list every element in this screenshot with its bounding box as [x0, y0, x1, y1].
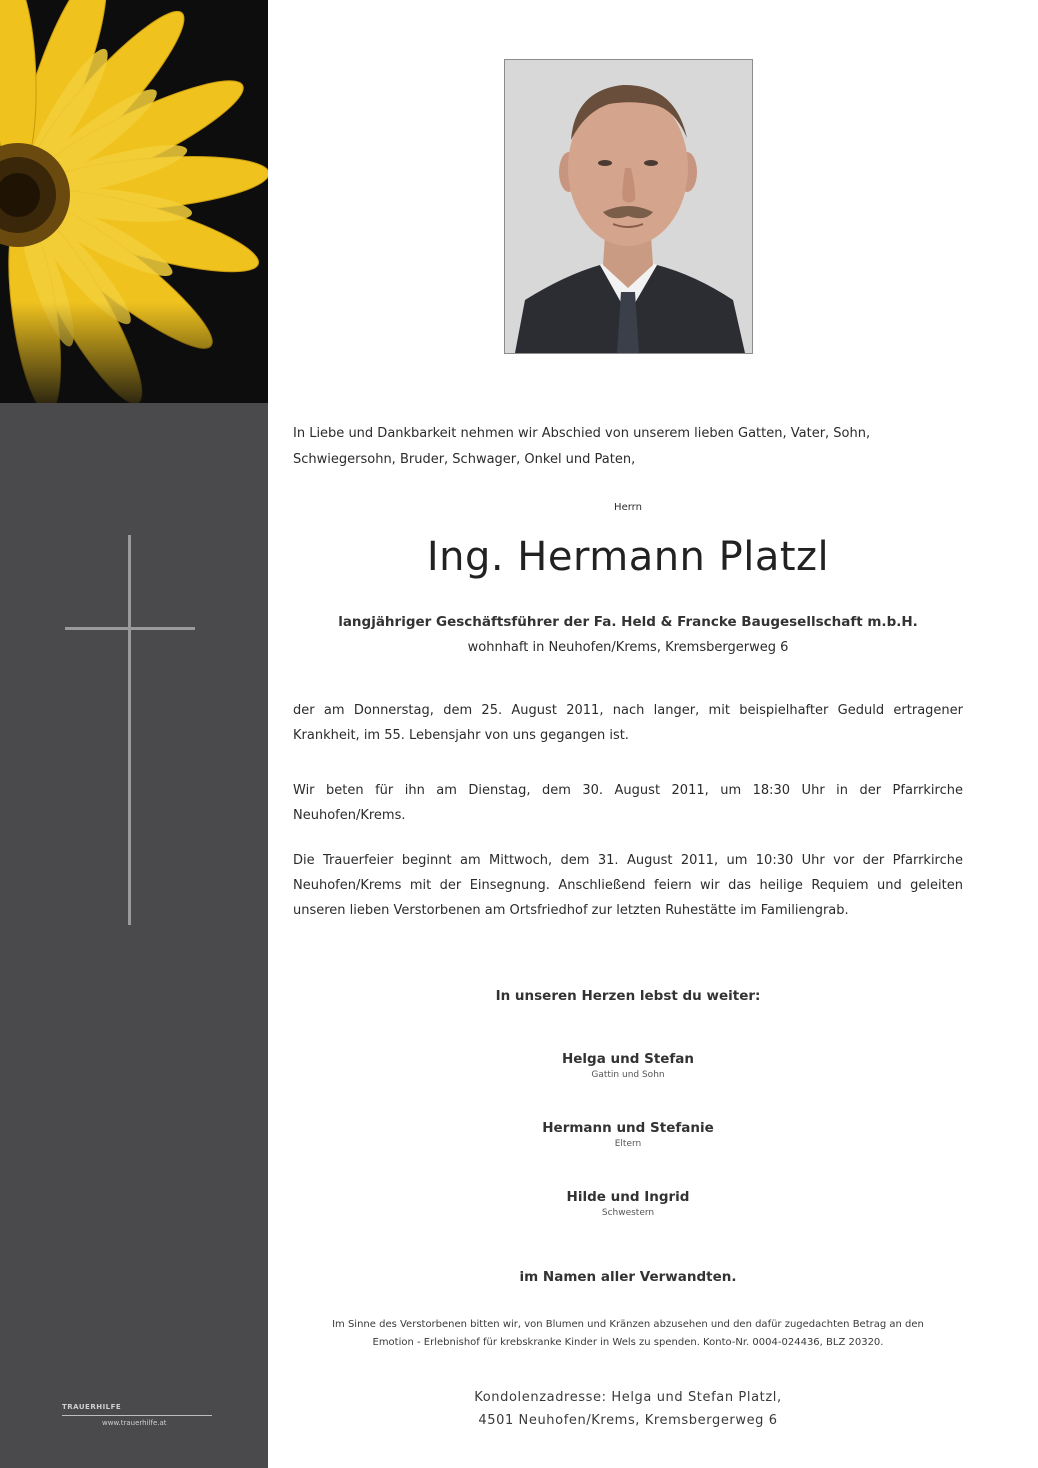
- deceased-name: Ing. Hermann Platzl: [426, 534, 830, 580]
- mourner-relation: Eltern: [614, 1139, 642, 1149]
- motto: In unseren Herzen lebst du weiter:: [495, 988, 761, 1004]
- sidebar: [0, 0, 268, 1468]
- mourner-name: Hermann und Stefanie: [542, 1120, 714, 1136]
- mourner-entry: [293, 1187, 963, 1219]
- mourner-name: Hilde und Ingrid: [566, 1189, 690, 1205]
- trauerhilfe-logo: [62, 1403, 222, 1439]
- mourner-entry: [293, 1118, 963, 1150]
- donation-request: Im Sinne des Verstorbenen bitten wir, von Blumen und Kränzen abzusehen und den dafür zugedachten Betrag an den Emotion - Erlebnishof für krebskranke Kinder in Wels zu spenden. Konto-Nr. 0004-024436, BLZ 20320.: [332, 1319, 924, 1348]
- role-line: langjähriger Geschäftsführer der Fa. Held & Francke Baugesellschaft m.b.H.: [338, 614, 918, 630]
- portrait-photo: [504, 59, 753, 354]
- intro-text: In Liebe und Dankbarkeit nehmen wir Abschied von unserem lieben Gatten, Vater, Sohn, Schwiegersohn, Bruder, Schwager, Onkel und Paten,: [293, 426, 871, 467]
- logo-url: www.trauerhilfe.at: [102, 1419, 167, 1427]
- mourner-entry: [293, 1049, 963, 1081]
- cross-icon: [65, 535, 195, 925]
- condolence-address: [293, 1386, 963, 1432]
- funeral-paragraph: Die Trauerfeier beginnt am Mittwoch, dem 31. August 2011, um 10:30 Uhr vor der Pfarrkirche Neuhofen/Krems mit der Einsegnung. Anschließend feiern wir das heilige Requiem und geleiten unseren lieben Verstorbenen am Ortsfriedhof zur letzten Ruhestätte im Familiengrab.: [293, 853, 963, 918]
- mourner-relation: Gattin und Sohn: [591, 1070, 665, 1080]
- mourner-name: Helga und Stefan: [561, 1051, 695, 1067]
- condolence-line-1: Kondolenzadresse: Helga und Stefan Platzl,: [474, 1390, 782, 1405]
- logo-brand: TRAUERHILFE: [62, 1403, 122, 1411]
- mourner-relation: Schwestern: [601, 1208, 655, 1218]
- relatives-line: im Namen aller Verwandten.: [519, 1269, 737, 1285]
- condolence-line-2: 4501 Neuhofen/Krems, Kremsbergerweg 6: [478, 1413, 778, 1428]
- address-line: wohnhaft in Neuhofen/Krems, Kremsbergerweg 6: [467, 640, 789, 655]
- prayer-paragraph: Wir beten für ihn am Dienstag, dem 30. August 2011, um 18:30 Uhr in der Pfarrkirche Neuhofen/Krems.: [293, 783, 963, 823]
- sunflower-image: [0, 0, 268, 403]
- death-paragraph: der am Donnerstag, dem 25. August 2011, nach langer, mit beispielhafter Geduld ertragener Krankheit, im 55. Lebensjahr von uns gegangen ist.: [293, 703, 963, 743]
- honorific: Herrn: [614, 502, 642, 513]
